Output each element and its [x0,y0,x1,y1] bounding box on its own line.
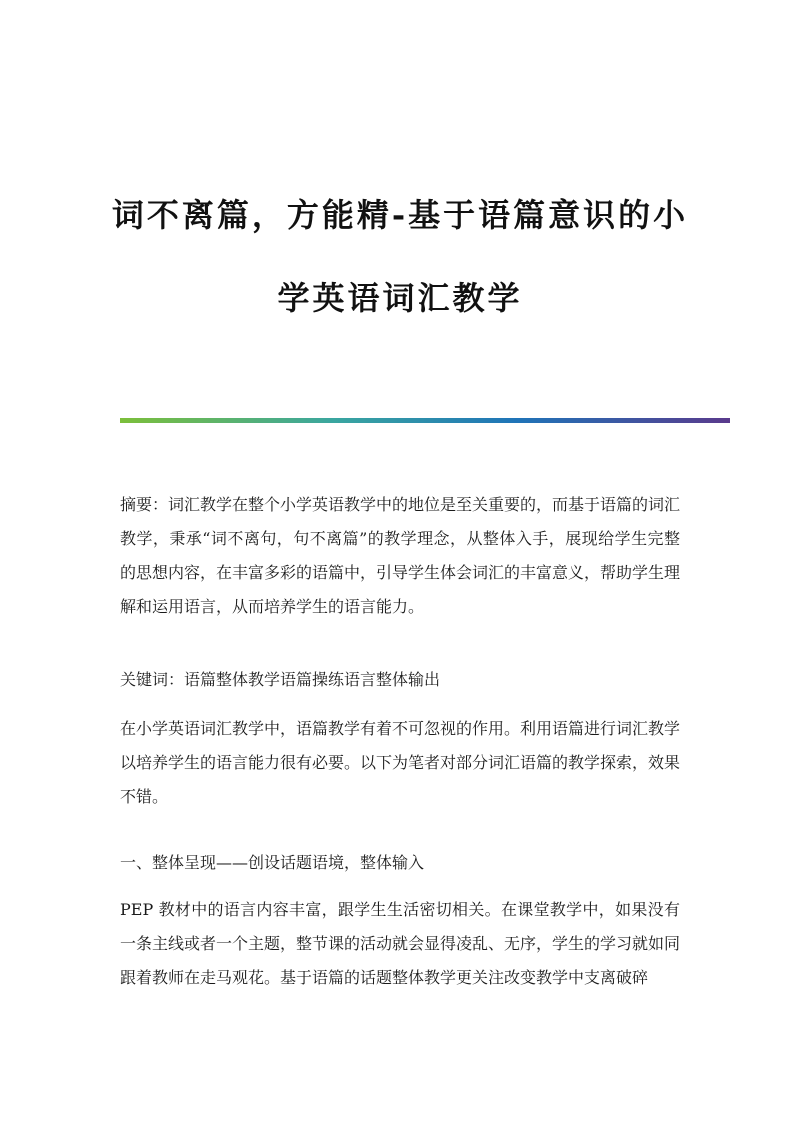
section-body-paragraph: PEP 教材中的语言内容丰富，跟学生生活密切相关。在课堂教学中，如果没有一条主线或者一个主题，整节课的活动就会显得凌乱、无序，学生的学习就如同跟着教师在走马观花。基于语篇的话题整体教学更关注改变教学中支离破碎 [120,900,681,987]
intro-paragraph: 在小学英语词汇教学中，语篇教学有着不可忽视的作用。利用语篇进行词汇教学以培养学生的语言能力很有必要。以下为笔者对部分词汇语篇的教学探索，效果不错。 [120,719,681,806]
document-title-line-2: 学英语词汇教学 [277,279,523,317]
abstract-paragraph: 摘要：词汇教学在整个小学英语教学中的地位是至关重要的，而基于语篇的词汇教学，秉承“词不离句，句不离篇”的教学理念，从整体入手，展现给学生完整的思想内容，在丰富多彩的语篇中，引导学生体会词汇的丰富意义，帮助学生理解和运用语言，从而培养学生的语言能力。 [120,495,681,616]
keywords-paragraph: 关键词：语篇整体教学语篇操练语言整体输出 [120,670,441,689]
section-heading: 一、整体呈现——创设话题语境，整体输入 [120,853,425,872]
document-title-line-1: 词不离篇，方能精-基于语篇意识的小 [111,196,689,234]
title-divider [120,418,730,423]
